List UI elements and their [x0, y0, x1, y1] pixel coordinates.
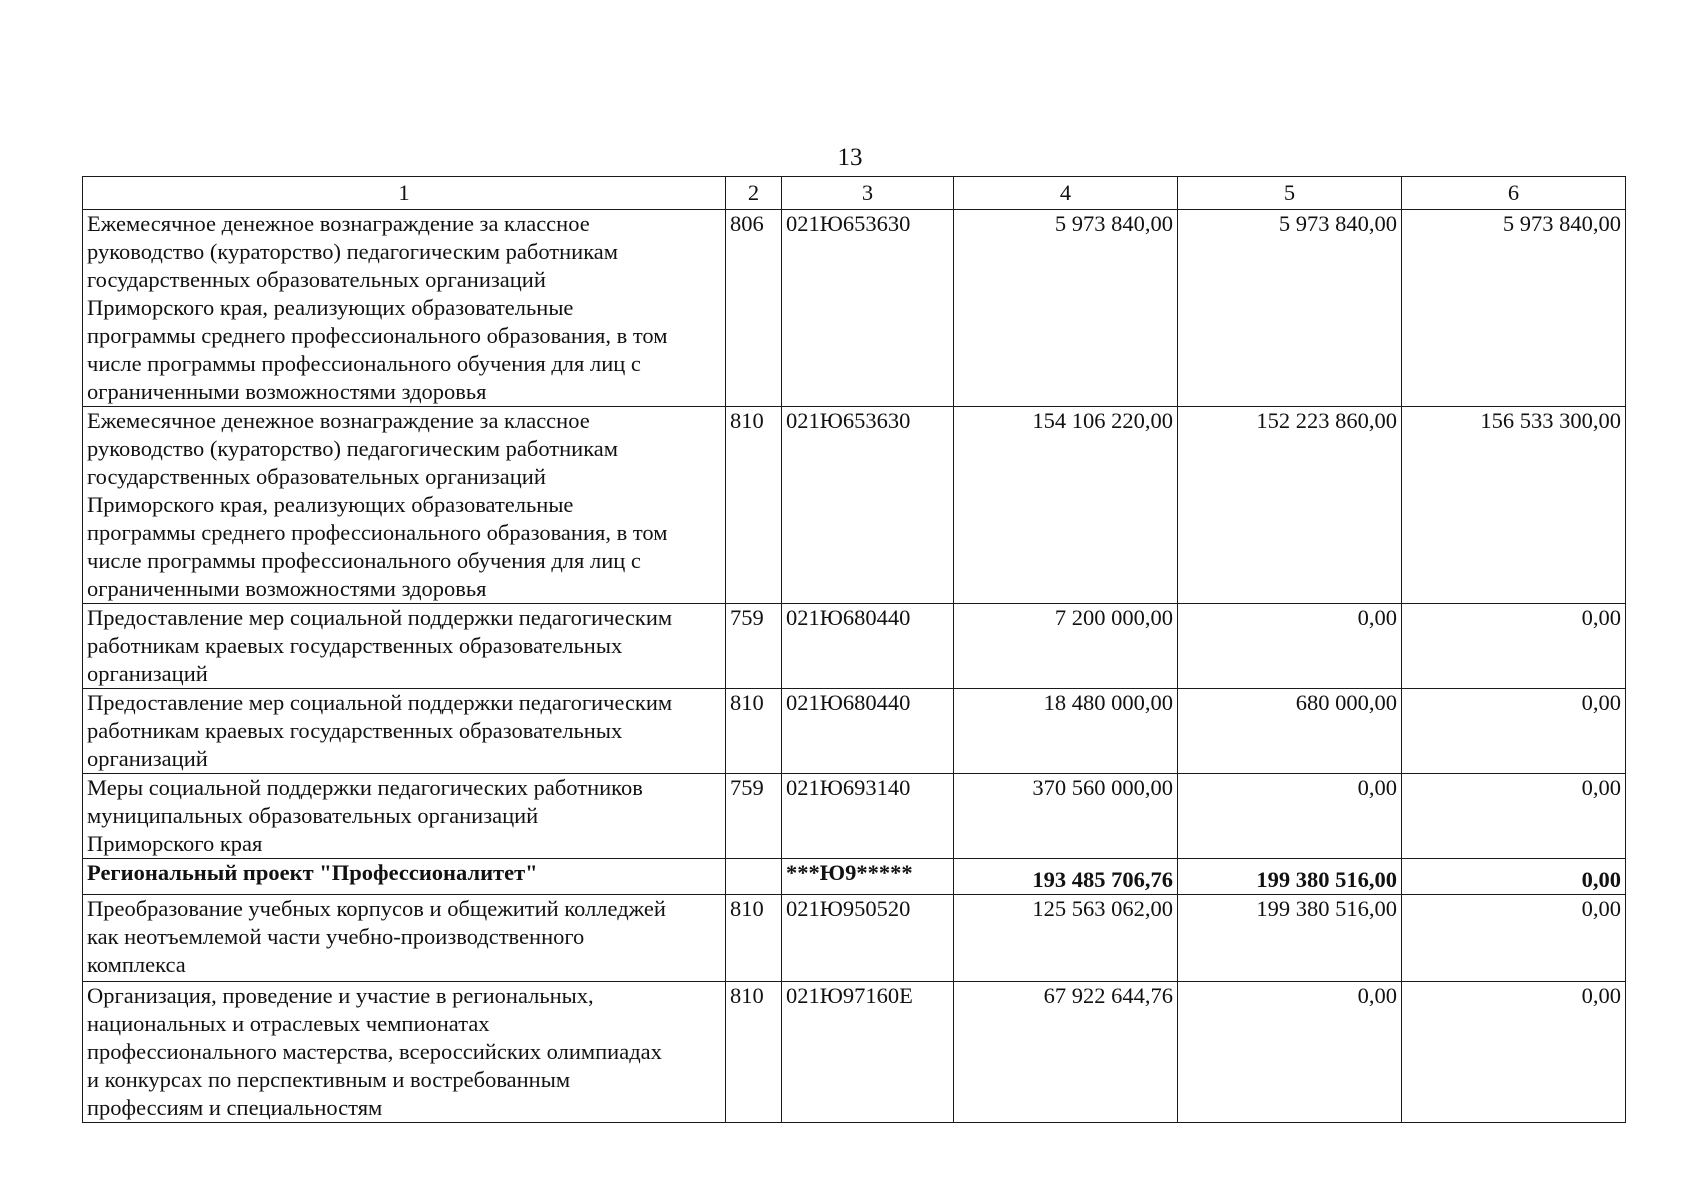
row-target-code: 021Ю653630: [782, 210, 954, 407]
row-amount-col4: 5 973 840,00: [954, 210, 1178, 407]
page-number: 13: [837, 144, 863, 171]
budget-table: [82, 176, 1626, 1123]
row-amount-col5: 199 380 516,00: [1178, 895, 1402, 982]
row-ved-code: 759: [726, 604, 782, 689]
row-name: Меры социальной поддержки педагогических работников муниципальных образовательных организаций Приморского края: [83, 774, 726, 859]
table-row: [83, 982, 1626, 1123]
row-amount-col4: 18 480 000,00: [954, 689, 1178, 774]
row-amount-col4: 7 200 000,00: [954, 604, 1178, 689]
row-amount-col4: 154 106 220,00: [954, 407, 1178, 604]
header-cell: 1: [83, 177, 726, 210]
table-header-row: [83, 177, 1626, 210]
row-name: Преобразование учебных корпусов и общежитий колледжей как неотъемлемой части учебно-производственного комплекса: [83, 895, 726, 982]
row-amount-col6: 0,00: [1402, 859, 1626, 895]
table-row: [83, 774, 1626, 859]
row-amount-col5: 199 380 516,00: [1178, 859, 1402, 895]
row-amount-col6: 0,00: [1402, 895, 1626, 982]
row-amount-col6: 0,00: [1402, 774, 1626, 859]
table-row: [83, 895, 1626, 982]
row-target-code: 021Ю693140: [782, 774, 954, 859]
row-target-code: 021Ю680440: [782, 604, 954, 689]
header-cell: 3: [782, 177, 954, 210]
row-target-code: ***Ю9*****: [782, 859, 954, 895]
row-amount-col6: 0,00: [1402, 982, 1626, 1123]
row-name: Ежемесячное денежное вознаграждение за классное руководство (кураторство) педагогическим работникам государственных образовательных организаций Приморского края, реализующих образовательные программы среднего профессионального образования, в том числе программы профессионального обучения для лиц с ограниченными возможностями здоровья: [83, 407, 726, 604]
header-cell: 6: [1402, 177, 1626, 210]
row-amount-col6: 156 533 300,00: [1402, 407, 1626, 604]
table-row: [83, 407, 1626, 604]
row-name: Предоставление мер социальной поддержки педагогическим работникам краевых государственных образовательных организаций: [83, 604, 726, 689]
row-amount-col5: 152 223 860,00: [1178, 407, 1402, 604]
row-amount-col4: 193 485 706,76: [954, 859, 1178, 895]
row-amount-col5: 0,00: [1178, 774, 1402, 859]
row-ved-code: 810: [726, 895, 782, 982]
header-cell: 5: [1178, 177, 1402, 210]
row-name: Организация, проведение и участие в региональных, национальных и отраслевых чемпионатах профессионального мастерства, всероссийских олимпиадах и конкурсах по перспективным и востребованным профессиям и специальностям: [83, 982, 726, 1123]
row-ved-code: 806: [726, 210, 782, 407]
row-ved-code: 810: [726, 689, 782, 774]
row-ved-code: 810: [726, 982, 782, 1123]
table-row-project-total: [83, 859, 1626, 895]
row-target-code: 021Ю653630: [782, 407, 954, 604]
row-amount-col6: 5 973 840,00: [1402, 210, 1626, 407]
row-name: Региональный проект "Профессионалитет": [83, 859, 726, 895]
row-target-code: 021Ю680440: [782, 689, 954, 774]
row-amount-col5: 680 000,00: [1178, 689, 1402, 774]
table-row: [83, 604, 1626, 689]
row-name: Ежемесячное денежное вознаграждение за классное руководство (кураторство) педагогическим работникам государственных образовательных организаций Приморского края, реализующих образовательные программы среднего профессионального образования, в том числе программы профессионального обучения для лиц с ограниченными возможностями здоровья: [83, 210, 726, 407]
row-target-code: 021Ю97160Е: [782, 982, 954, 1123]
row-ved-code: [726, 859, 782, 895]
header-cell: 2: [726, 177, 782, 210]
row-amount-col4: 370 560 000,00: [954, 774, 1178, 859]
row-ved-code: 759: [726, 774, 782, 859]
row-amount-col5: 5 973 840,00: [1178, 210, 1402, 407]
row-amount-col4: 67 922 644,76: [954, 982, 1178, 1123]
row-ved-code: 810: [726, 407, 782, 604]
row-amount-col6: 0,00: [1402, 689, 1626, 774]
row-amount-col6: 0,00: [1402, 604, 1626, 689]
row-amount-col5: 0,00: [1178, 604, 1402, 689]
row-amount-col4: 125 563 062,00: [954, 895, 1178, 982]
table-row: [83, 210, 1626, 407]
row-name: Предоставление мер социальной поддержки педагогическим работникам краевых государственных образовательных организаций: [83, 689, 726, 774]
row-amount-col5: 0,00: [1178, 982, 1402, 1123]
header-cell: 4: [954, 177, 1178, 210]
table-row: [83, 689, 1626, 774]
row-target-code: 021Ю950520: [782, 895, 954, 982]
